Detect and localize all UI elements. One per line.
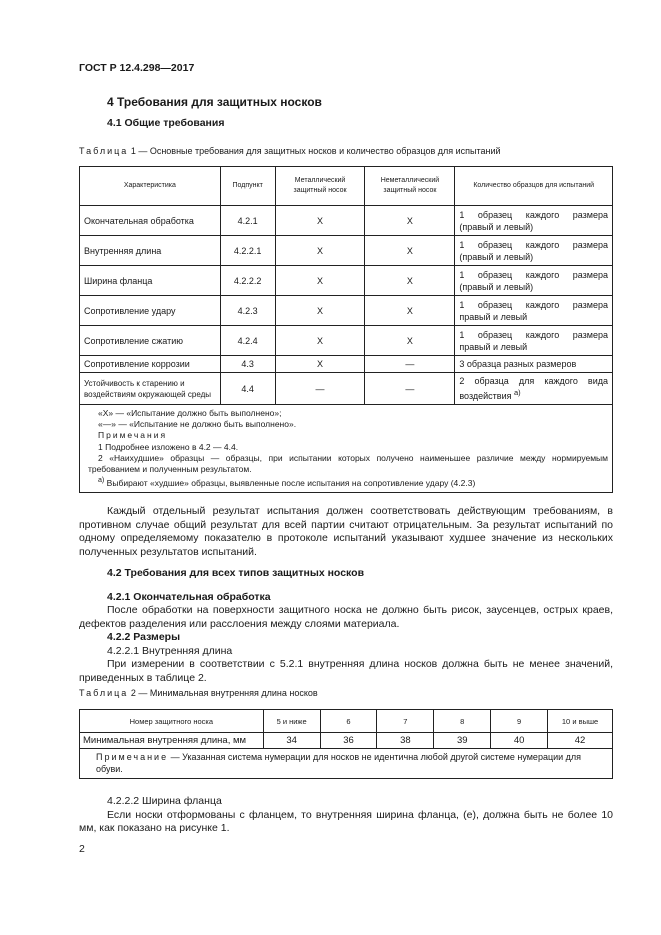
table2-values-row: [80, 733, 613, 749]
cell-quantity: 1 образец каждого размера правый и левый: [455, 326, 613, 356]
section-4-2: [79, 567, 613, 685]
paragraph-finish: После обработки на поверхности защитного носка не должно быть рисок, заусенцев, острых краев, дефектов разделения или расслоения между слоями материала.: [79, 604, 613, 630]
cell-min-length: 40: [491, 733, 548, 749]
subsection-4-2-2-2: 4.2.2.2 Ширина фланца: [107, 795, 222, 807]
cell-characteristic: Внутренняя длина: [80, 236, 221, 266]
table-notes: «X» — «Испытание должно быть выполнено»; «—» — «Испытание не должно быть выполнено». Примечания 1 Подробнее изложено в 4.2 — 4.4. 2 «Наихудшие» образцы — образцы, при испытании которых получено наименьшее различие между нормируемым требованием и полученным результатом. $^{a)}$ Выбирают «худшие» образцы, выявленные после испытания на сопротивление удару (4.2.3): [80, 405, 613, 493]
cell-subclause: 4.2.2.2: [220, 266, 275, 296]
cell-min-length: 42: [548, 733, 613, 749]
header-size: 10 и выше: [548, 710, 613, 733]
cell-metal: X: [275, 236, 365, 266]
cell-metal: X: [275, 356, 365, 373]
cell-metal: X: [275, 326, 365, 356]
paragraph-flange: Если носки отформованы с фланцем, то внутренняя ширина фланца, (е), должна быть не более 10 мм, как показано на рисунке 1.: [79, 808, 613, 834]
header-size: 7: [377, 710, 434, 733]
header-nonmetal: Неметаллический защитный носок: [365, 167, 455, 206]
table-row: [80, 266, 613, 296]
cell-subclause: 4.3: [220, 356, 275, 373]
cell-min-length: 34: [263, 733, 320, 749]
paragraph-length: При измерении в соответствии с 5.2.1 внутренняя длина носков должна быть не менее значений, приведенных в таблице 2.: [79, 658, 613, 684]
cell-characteristic: Окончательная обработка: [80, 206, 221, 236]
cell-nonmetal: X: [365, 236, 455, 266]
header-subclause: Подпункт: [220, 167, 275, 206]
cell-quantity: 2 образца для каждого вида воздействия $^{a)}$: [455, 373, 613, 405]
cell-metal: X: [275, 266, 365, 296]
cell-nonmetal: X: [365, 206, 455, 236]
cell-subclause: 4.2.1: [220, 206, 275, 236]
table2-note: Примечание — Указанная система нумерации для носков не идентична любой другой системе нумерации для обуви.: [80, 749, 613, 779]
header-characteristic: Характеристика: [80, 167, 221, 206]
requirements-table: [79, 166, 613, 493]
page-number: 2: [79, 843, 85, 855]
header-size: 5 и ниже: [263, 710, 320, 733]
cell-characteristic: Сопротивление сжатию: [80, 326, 221, 356]
cell-characteristic: Сопротивление коррозии: [80, 356, 221, 373]
row-label-min-length: Минимальная внутренняя длина, мм: [80, 733, 264, 749]
cell-subclause: 4.4: [220, 373, 275, 405]
cell-subclause: 4.2.4: [220, 326, 275, 356]
header-size-number: Номер защитного носка: [80, 710, 264, 733]
cell-metal: X: [275, 206, 365, 236]
subsection-4-2-2-1: 4.2.2.1 Внутренняя длина: [107, 644, 233, 657]
cell-nonmetal: X: [365, 296, 455, 326]
cell-min-length: 36: [320, 733, 377, 749]
table2-header-row: [80, 710, 613, 733]
table2-caption: Таблица 2 — Минимальная внутренняя длина носков: [79, 688, 318, 698]
subsection-4-1: 4.1 Общие требования: [107, 117, 225, 129]
cell-nonmetal: —: [365, 356, 455, 373]
table-row: [80, 236, 613, 266]
section-4-2-2-2: [79, 795, 613, 836]
table-header-row: [80, 167, 613, 206]
header-metal: Металлический защитный носок: [275, 167, 365, 206]
paragraph-results: Каждый отдельный результат испытания должен соответствовать действующим требованиям, в противном случае общий результат для всей партии считают отрицательным. За результат испытаний по одному определяемому показателю в протоколе испытаний указывают худшее значение из нескольких полученных результатов испытаний.: [79, 505, 613, 558]
cell-metal: —: [275, 373, 365, 405]
table-row: [80, 326, 613, 356]
header-size: 8: [434, 710, 491, 733]
table-row: [80, 206, 613, 236]
subsection-4-2-2: 4.2.2 Размеры: [107, 631, 181, 643]
cell-characteristic: Сопротивление удару: [80, 296, 221, 326]
cell-characteristic: Устойчивость к старению и воздействиям окружающей среды: [80, 373, 221, 405]
table-row: [80, 296, 613, 326]
cell-quantity: 3 образца разных размеров: [455, 356, 613, 373]
cell-nonmetal: X: [365, 326, 455, 356]
table-row: [80, 373, 613, 405]
table-row: [80, 356, 613, 373]
cell-quantity: 1 образец каждого размера (правый и левый): [455, 266, 613, 296]
cell-nonmetal: X: [365, 266, 455, 296]
cell-metal: X: [275, 296, 365, 326]
table-notes-row: [80, 405, 613, 493]
header-quantity: Количество образцов для испытаний: [455, 167, 613, 206]
cell-quantity: 1 образец каждого размера (правый и левый): [455, 206, 613, 236]
subsection-4-2-1: 4.2.1 Окончательная обработка: [107, 590, 271, 603]
table2-note-row: [80, 749, 613, 779]
cell-quantity: 1 образец каждого размера (правый и левый): [455, 236, 613, 266]
cell-subclause: 4.2.2.1: [220, 236, 275, 266]
cell-min-length: 38: [377, 733, 434, 749]
header-size: 6: [320, 710, 377, 733]
cell-min-length: 39: [434, 733, 491, 749]
subsection-4-2: 4.2 Требования для всех типов защитных носков: [107, 567, 365, 579]
cell-quantity: 1 образец каждого размера правый и левый: [455, 296, 613, 326]
document-header: ГОСТ Р 12.4.298—2017: [79, 62, 195, 74]
cell-characteristic: Ширина фланца: [80, 266, 221, 296]
cell-subclause: 4.2.3: [220, 296, 275, 326]
table1-caption: Таблица 1 — Основные требования для защитных носков и количество образцов для испытаний: [79, 146, 501, 156]
header-size: 9: [491, 710, 548, 733]
section-title: 4 Требования для защитных носков: [107, 95, 322, 109]
cell-nonmetal: —: [365, 373, 455, 405]
length-table: [79, 709, 613, 779]
